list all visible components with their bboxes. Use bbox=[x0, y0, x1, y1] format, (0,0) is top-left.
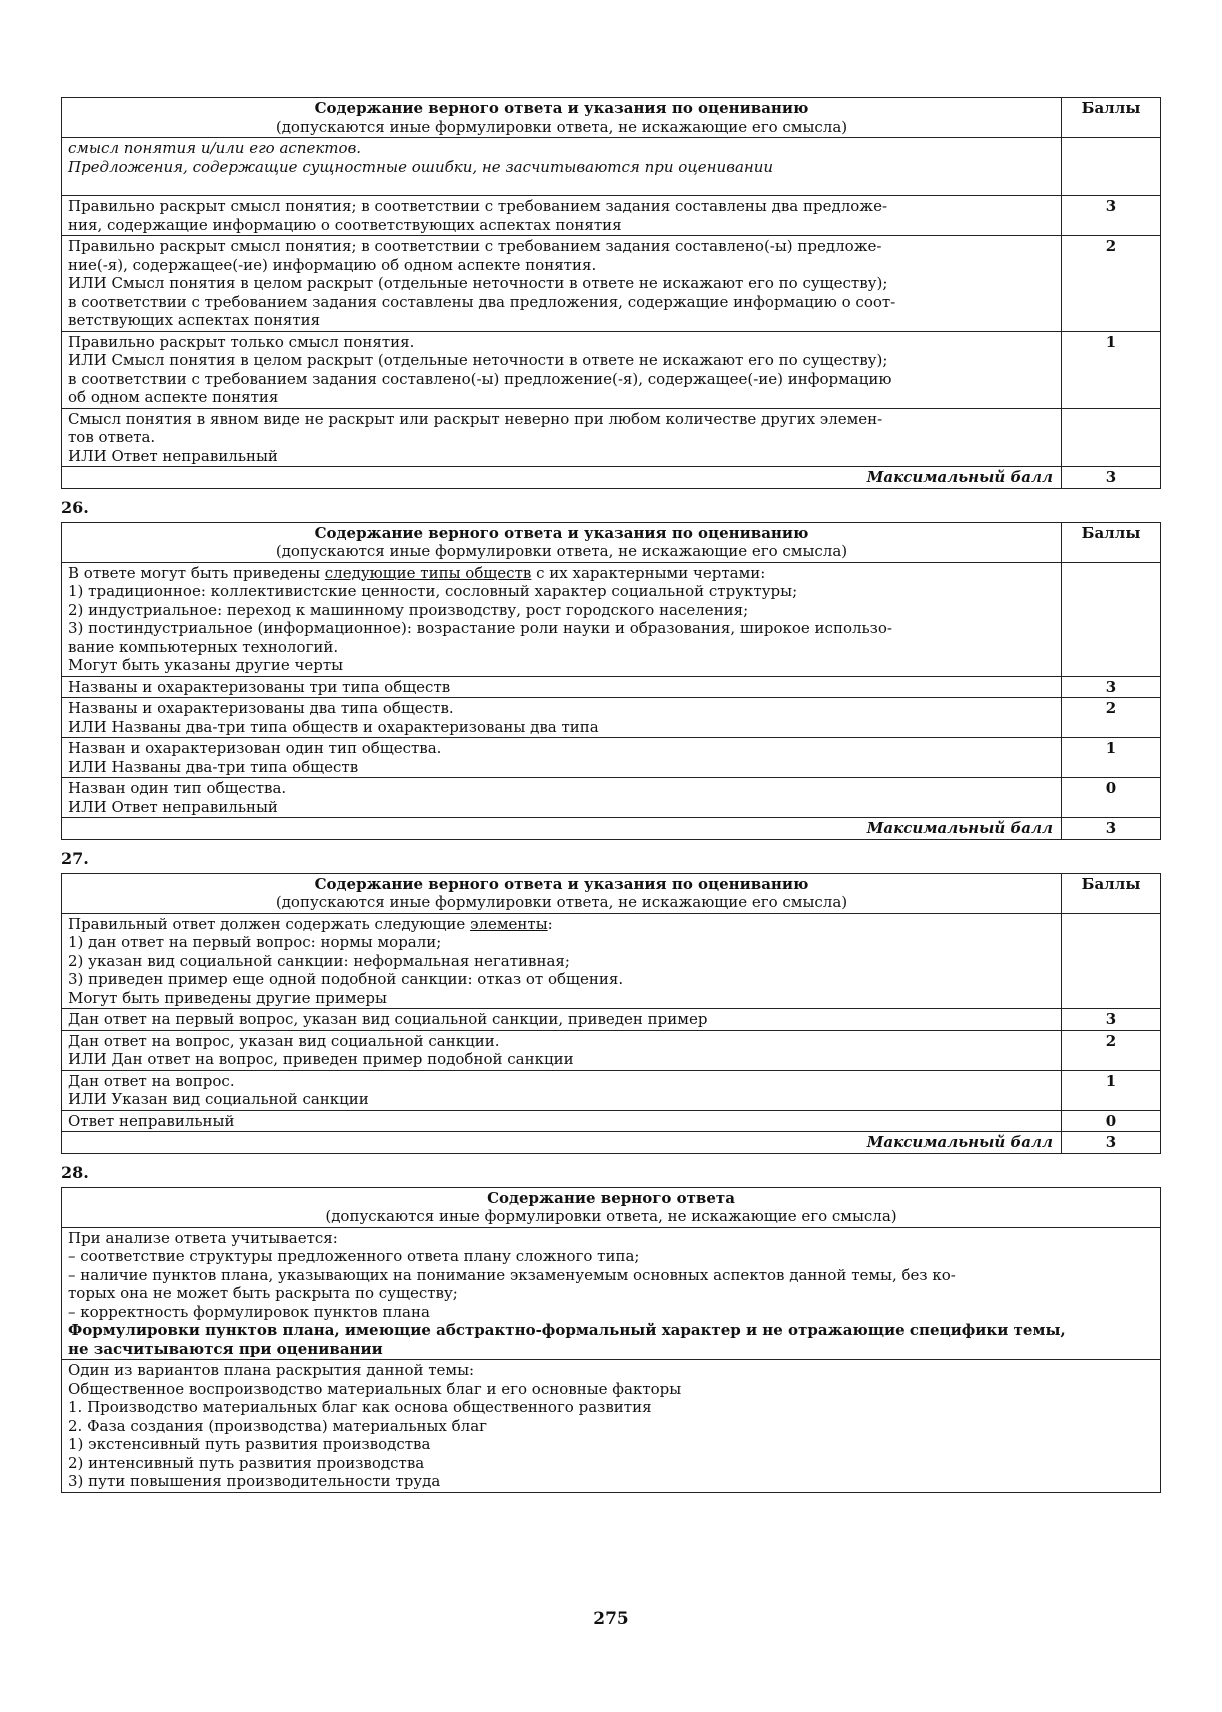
criteria-cell bbox=[62, 738, 1062, 778]
criteria-line: Названы и охарактеризованы три типа обществ bbox=[68, 677, 451, 696]
table-row bbox=[62, 196, 1161, 236]
table-row bbox=[62, 138, 1161, 196]
max-score-value: 3 bbox=[1062, 818, 1161, 840]
criteria-line: ния, содержащие информацию о соответствующих аспектах понятия bbox=[68, 215, 622, 234]
score-cell: 3 bbox=[1062, 676, 1161, 698]
table-row bbox=[62, 236, 1161, 332]
table-row bbox=[62, 1009, 1161, 1031]
max-score-value: 3 bbox=[1062, 467, 1161, 489]
criteria-line: – соответствие структуры предложенного ответа плану сложного типа; bbox=[68, 1247, 640, 1265]
criteria-line: Названы и охарактеризованы два типа обществ. bbox=[68, 699, 454, 717]
criteria-line: Смысл понятия в явном виде не раскрыт или раскрыт неверно при любом количестве других элемен- bbox=[68, 409, 883, 428]
intro-line: Могут быть указаны другие черты bbox=[68, 656, 344, 674]
table-row bbox=[62, 1070, 1161, 1110]
intro-line: 1) традиционное: коллективистские ценности, сословный характер социальной структуры; bbox=[68, 582, 798, 600]
table-header-row bbox=[62, 522, 1161, 562]
criteria-line: ИЛИ Ответ неправильный bbox=[68, 797, 278, 816]
criteria-cell bbox=[62, 698, 1062, 738]
intro-text: : bbox=[547, 914, 553, 933]
plan-line: 3) пути повышения производительности труда bbox=[68, 1472, 441, 1490]
criteria-line: в соответствии с требованием задания составлены два предложения, содержащие информацию о соот- bbox=[68, 292, 896, 311]
table-row bbox=[62, 676, 1161, 698]
criteria-line: Ответ неправильный bbox=[68, 1111, 235, 1130]
plan-line: Общественное воспроизводство материальных благ и его основные факторы bbox=[68, 1379, 682, 1398]
task-number: 26. bbox=[61, 497, 89, 517]
table-26 bbox=[61, 522, 1161, 840]
table-row bbox=[62, 331, 1161, 408]
score-cell: 2 bbox=[1062, 236, 1161, 332]
intro-line: вание компьютерных технологий. bbox=[68, 637, 339, 656]
intro-line: 3) постиндустриальное (информационное): возрастание роли науки и образования, широкое использо- bbox=[68, 619, 892, 637]
table-row bbox=[62, 562, 1161, 676]
max-score-label: Максимальный балл bbox=[62, 1132, 1062, 1154]
task-number: 27. bbox=[61, 848, 89, 868]
table-header-row bbox=[62, 873, 1161, 913]
intro-underlined: элементы bbox=[470, 914, 548, 933]
criteria-cell bbox=[62, 1070, 1062, 1110]
intro-line: смысл понятия и/или его аспектов. bbox=[68, 139, 362, 157]
criteria-cell bbox=[62, 778, 1062, 818]
score-cell bbox=[1062, 913, 1161, 1009]
score-cell: 3 bbox=[1062, 196, 1161, 236]
table-row bbox=[62, 698, 1161, 738]
criteria-line: Назван и охарактеризован один тип общества. bbox=[68, 739, 442, 757]
criteria-line: Дан ответ на вопрос. bbox=[68, 1071, 235, 1090]
criteria-line: ИЛИ Ответ неправильный bbox=[68, 446, 278, 465]
intro-line bbox=[68, 915, 1055, 934]
header-subtitle: (допускаются иные формулировки ответа, не искажающие его смысла) bbox=[325, 1207, 897, 1225]
table-row bbox=[62, 738, 1161, 778]
criteria-cell bbox=[62, 1030, 1062, 1070]
criteria-cell bbox=[62, 236, 1062, 332]
header-subtitle: (допускаются иные формулировки ответа, не искажающие его смысла) bbox=[275, 542, 848, 560]
criteria-cell bbox=[62, 1110, 1062, 1132]
criteria-line: тов ответа. bbox=[68, 428, 156, 446]
plan-line: 2) интенсивный путь развития производства bbox=[68, 1453, 425, 1472]
criteria-line: ветствующих аспектах понятия bbox=[68, 311, 321, 329]
criteria-line: При анализе ответа учитывается: bbox=[68, 1228, 338, 1247]
max-score-value: 3 bbox=[1062, 1132, 1161, 1154]
criteria-line: Дан ответ на первый вопрос, указан вид социальной санкции, приведен пример bbox=[68, 1010, 708, 1028]
table-header bbox=[62, 98, 1062, 138]
table-row bbox=[62, 1227, 1161, 1360]
intro-line: 2) индустриальное: переход к машинному производству, рост городского населения; bbox=[68, 600, 749, 619]
table-row bbox=[62, 1110, 1161, 1132]
table-header-row bbox=[62, 1187, 1161, 1227]
max-score-row bbox=[62, 467, 1161, 489]
table-header-row bbox=[62, 98, 1161, 138]
criteria-line: Правильно раскрыт только смысл понятия. bbox=[68, 332, 415, 351]
criteria-line: ИЛИ Названы два-три типа обществ и охарактеризованы два типа bbox=[68, 717, 599, 736]
score-cell: 2 bbox=[1062, 1030, 1161, 1070]
max-score-row bbox=[62, 818, 1161, 840]
score-cell: 2 bbox=[1062, 698, 1161, 738]
criteria-line: торых она не может быть раскрыта по существу; bbox=[68, 1284, 458, 1302]
table-header bbox=[62, 522, 1062, 562]
header-subtitle: (допускаются иные формулировки ответа, не искажающие его смысла) bbox=[275, 117, 848, 136]
plan-line: 1) экстенсивный путь развития производства bbox=[68, 1435, 431, 1453]
table-row bbox=[62, 913, 1161, 1009]
header-subtitle: (допускаются иные формулировки ответа, не искажающие его смысла) bbox=[275, 893, 848, 911]
criteria-line: Правильно раскрыт смысл понятия; в соответствии с требованием задания составлено(-ы) предложе- bbox=[68, 237, 882, 255]
criteria-cell bbox=[62, 1227, 1161, 1360]
criteria-line: ние(-я), содержащее(-ие) информацию об одном аспекте понятия. bbox=[68, 255, 597, 274]
intro-text: В ответе могут быть приведены bbox=[68, 563, 325, 582]
criteria-cell bbox=[62, 408, 1062, 467]
header-title: Содержание верного ответа и указания по оцениванию bbox=[314, 99, 809, 117]
table-header bbox=[62, 1187, 1161, 1227]
criteria-line: об одном аспекте понятия bbox=[68, 388, 279, 406]
plan-cell bbox=[62, 1360, 1161, 1493]
header-title: Содержание верного ответа и указания по оцениванию bbox=[314, 874, 809, 893]
intro-text: с их характерными чертами: bbox=[531, 563, 766, 582]
score-cell: 3 bbox=[1062, 1009, 1161, 1031]
criteria-line: – корректность формулировок пунктов плана bbox=[68, 1302, 430, 1321]
intro-line: Могут быть приведены другие примеры bbox=[68, 988, 387, 1007]
table-28 bbox=[61, 1187, 1161, 1493]
intro-text: Правильный ответ должен содержать следующие bbox=[68, 914, 471, 933]
score-cell: 1 bbox=[1062, 738, 1161, 778]
intro-line: 1) дан ответ на первый вопрос: нормы морали; bbox=[68, 933, 442, 951]
plan-line: 2. Фаза создания (производства) материальных благ bbox=[68, 1416, 488, 1435]
intro-cell bbox=[62, 138, 1062, 196]
intro-cell bbox=[62, 562, 1062, 676]
table-25 bbox=[61, 97, 1161, 489]
criteria-line: ИЛИ Указан вид социальной санкции bbox=[68, 1090, 369, 1108]
criteria-cell bbox=[62, 196, 1062, 236]
header-title: Содержание верного ответа bbox=[487, 1188, 735, 1207]
score-cell: 0 bbox=[1062, 778, 1161, 818]
intro-line: 2) указан вид социальной санкции: неформальная негативная; bbox=[68, 951, 570, 970]
header-title: Содержание верного ответа и указания по оцениванию bbox=[314, 523, 809, 542]
score-cell bbox=[1062, 408, 1161, 467]
plan-line: 1. Производство материальных благ как основа общественного развития bbox=[68, 1398, 652, 1416]
max-score-row bbox=[62, 1132, 1161, 1154]
table-row bbox=[62, 1030, 1161, 1070]
table-row bbox=[62, 778, 1161, 818]
table-row bbox=[62, 1360, 1161, 1493]
criteria-bold-line: Формулировки пунктов плана, имеющие абстрактно-формальный характер и не отражающие специфики темы, bbox=[68, 1321, 1066, 1339]
criteria-line: ИЛИ Названы два-три типа обществ bbox=[68, 757, 359, 776]
plan-line: Один из вариантов плана раскрытия данной темы: bbox=[68, 1361, 475, 1379]
score-header: Баллы bbox=[1062, 98, 1161, 138]
intro-line: Предложения, содержащие сущностные ошибки, не засчитываются при оценивании bbox=[68, 157, 774, 176]
criteria-line: ИЛИ Дан ответ на вопрос, приведен пример подобной санкции bbox=[68, 1050, 574, 1068]
table-header bbox=[62, 873, 1062, 913]
criteria-cell bbox=[62, 676, 1062, 698]
criteria-line: ИЛИ Смысл понятия в целом раскрыт (отдельные неточности в ответе не искажают его по существу); bbox=[68, 274, 888, 292]
criteria-line: в соответствии с требованием задания составлено(-ы) предложение(-я), содержащее(-ие) информацию bbox=[68, 369, 892, 388]
intro-line bbox=[68, 564, 1055, 583]
criteria-bold-line: не засчитываются при оценивании bbox=[68, 1339, 383, 1358]
intro-cell bbox=[62, 913, 1062, 1009]
intro-underlined: следующие типы обществ bbox=[324, 563, 532, 582]
score-cell: 1 bbox=[1062, 1070, 1161, 1110]
task-number: 28. bbox=[61, 1162, 89, 1182]
criteria-cell bbox=[62, 331, 1062, 408]
table-row bbox=[62, 408, 1161, 467]
page-number: 275 bbox=[593, 1609, 629, 1629]
criteria-line: Правильно раскрыт смысл понятия; в соответствии с требованием задания составлены два предложе- bbox=[68, 197, 888, 215]
max-score-label: Максимальный балл bbox=[62, 467, 1062, 489]
score-cell bbox=[1062, 562, 1161, 676]
page-content bbox=[61, 97, 1161, 1493]
score-cell: 1 bbox=[1062, 331, 1161, 408]
score-header: Баллы bbox=[1062, 873, 1161, 913]
score-cell bbox=[1062, 138, 1161, 196]
criteria-cell bbox=[62, 1009, 1062, 1031]
criteria-line: – наличие пунктов плана, указывающих на понимание экзаменуемым основных аспектов данной темы, без ко- bbox=[68, 1265, 956, 1284]
criteria-line: Дан ответ на вопрос, указан вид социальной санкции. bbox=[68, 1031, 500, 1050]
criteria-line: ИЛИ Смысл понятия в целом раскрыт (отдельные неточности в ответе не искажают его по существу); bbox=[68, 351, 888, 369]
score-header: Баллы bbox=[1062, 522, 1161, 562]
intro-line: 3) приведен пример еще одной подобной санкции: отказ от общения. bbox=[68, 970, 624, 988]
criteria-line: Назван один тип общества. bbox=[68, 779, 287, 797]
score-cell: 0 bbox=[1062, 1110, 1161, 1132]
table-27 bbox=[61, 873, 1161, 1154]
max-score-label: Максимальный балл bbox=[62, 818, 1062, 840]
